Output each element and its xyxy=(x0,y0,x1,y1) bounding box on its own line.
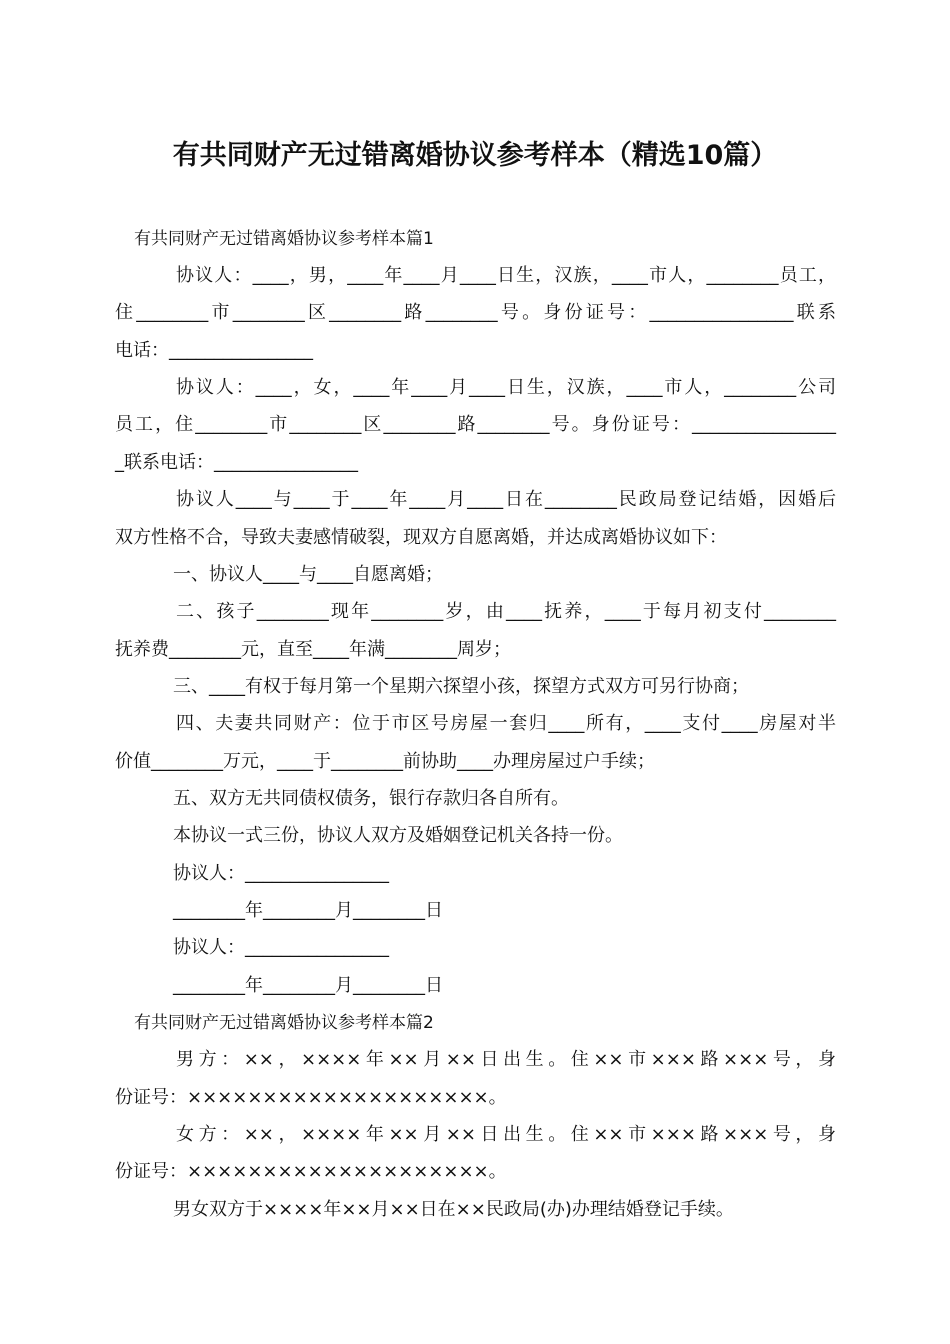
date-line-1: ________年________月________日 xyxy=(173,900,443,921)
clause-2-line1: 二、孩子________现年________岁，由____抚养，____于每月初支付________ xyxy=(176,601,836,622)
clause-4-line2: 价值________万元，____于________前协助____办理房屋过户手续； xyxy=(115,751,655,772)
party2-line2: 员工，住________市________区________路________号。身份证号：________________ xyxy=(115,414,836,435)
clause-5: 五、双方无共同债权债务，银行存款归各自所有。 xyxy=(173,788,569,809)
date-line-2: ________年________月________日 xyxy=(173,975,443,996)
intro-line2: 双方性格不合，导致夫妻感情破裂，现双方自愿离婚，并达成离婚协议如下： xyxy=(115,527,727,548)
party2-line1: 协议人：____，女，____年____月____日生，汉族，____市人，________公司 xyxy=(176,377,836,398)
woman-line1: 女方：××，××××年××月××日出生。住××市×××路×××号，身 xyxy=(176,1124,836,1145)
intro-line1: 协议人____与____于____年____月____日在________民政局登记结婚，因婚后 xyxy=(176,489,836,510)
section-heading-2: 有共同财产无过错离婚协议参考样本篇2 xyxy=(134,1013,434,1033)
copies-statement: 本协议一式三份，协议人双方及婚姻登记机关各持一份。 xyxy=(173,825,623,846)
party1-line2: 住________市________区________路________号。身份证号：________________联系 xyxy=(115,302,836,323)
signature-line-1: 协议人：________________ xyxy=(173,863,389,884)
clause-2-line2: 抚养费________元，直至____年满________周岁； xyxy=(115,639,511,660)
clause-3: 三、____有权于每月第一个星期六探望小孩，探望方式双方可另行协商； xyxy=(173,676,749,697)
signature-line-2: 协议人：________________ xyxy=(173,937,389,958)
man-line2: 份证号：××××××××××××××××××××。 xyxy=(115,1087,507,1108)
party1-line3: 电话：________________ xyxy=(115,340,313,361)
clause-1: 一、协议人____与____自愿离婚； xyxy=(173,564,443,585)
man-line1: 男方：××，××××年××月××日出生。住××市×××路×××号，身 xyxy=(176,1049,836,1070)
document-title: 有共同财产无过错离婚协议参考样本（精选10篇） xyxy=(172,140,778,171)
party1-line1: 协议人：____，男，____年____月____日生，汉族，____市人，________员工， xyxy=(176,265,836,286)
marriage-registration: 男女双方于××××年××月××日在××民政局(办)办理结婚登记手续。 xyxy=(173,1199,734,1220)
section-heading: 有共同财产无过错离婚协议参考样本篇1 xyxy=(134,229,434,249)
clause-4-line1: 四、夫妻共同财产：位于市区号房屋一套归____所有，____支付____房屋对半 xyxy=(176,713,836,734)
woman-line2: 份证号：××××××××××××××××××××。 xyxy=(115,1161,507,1182)
party2-line3: _联系电话：________________ xyxy=(115,452,358,473)
